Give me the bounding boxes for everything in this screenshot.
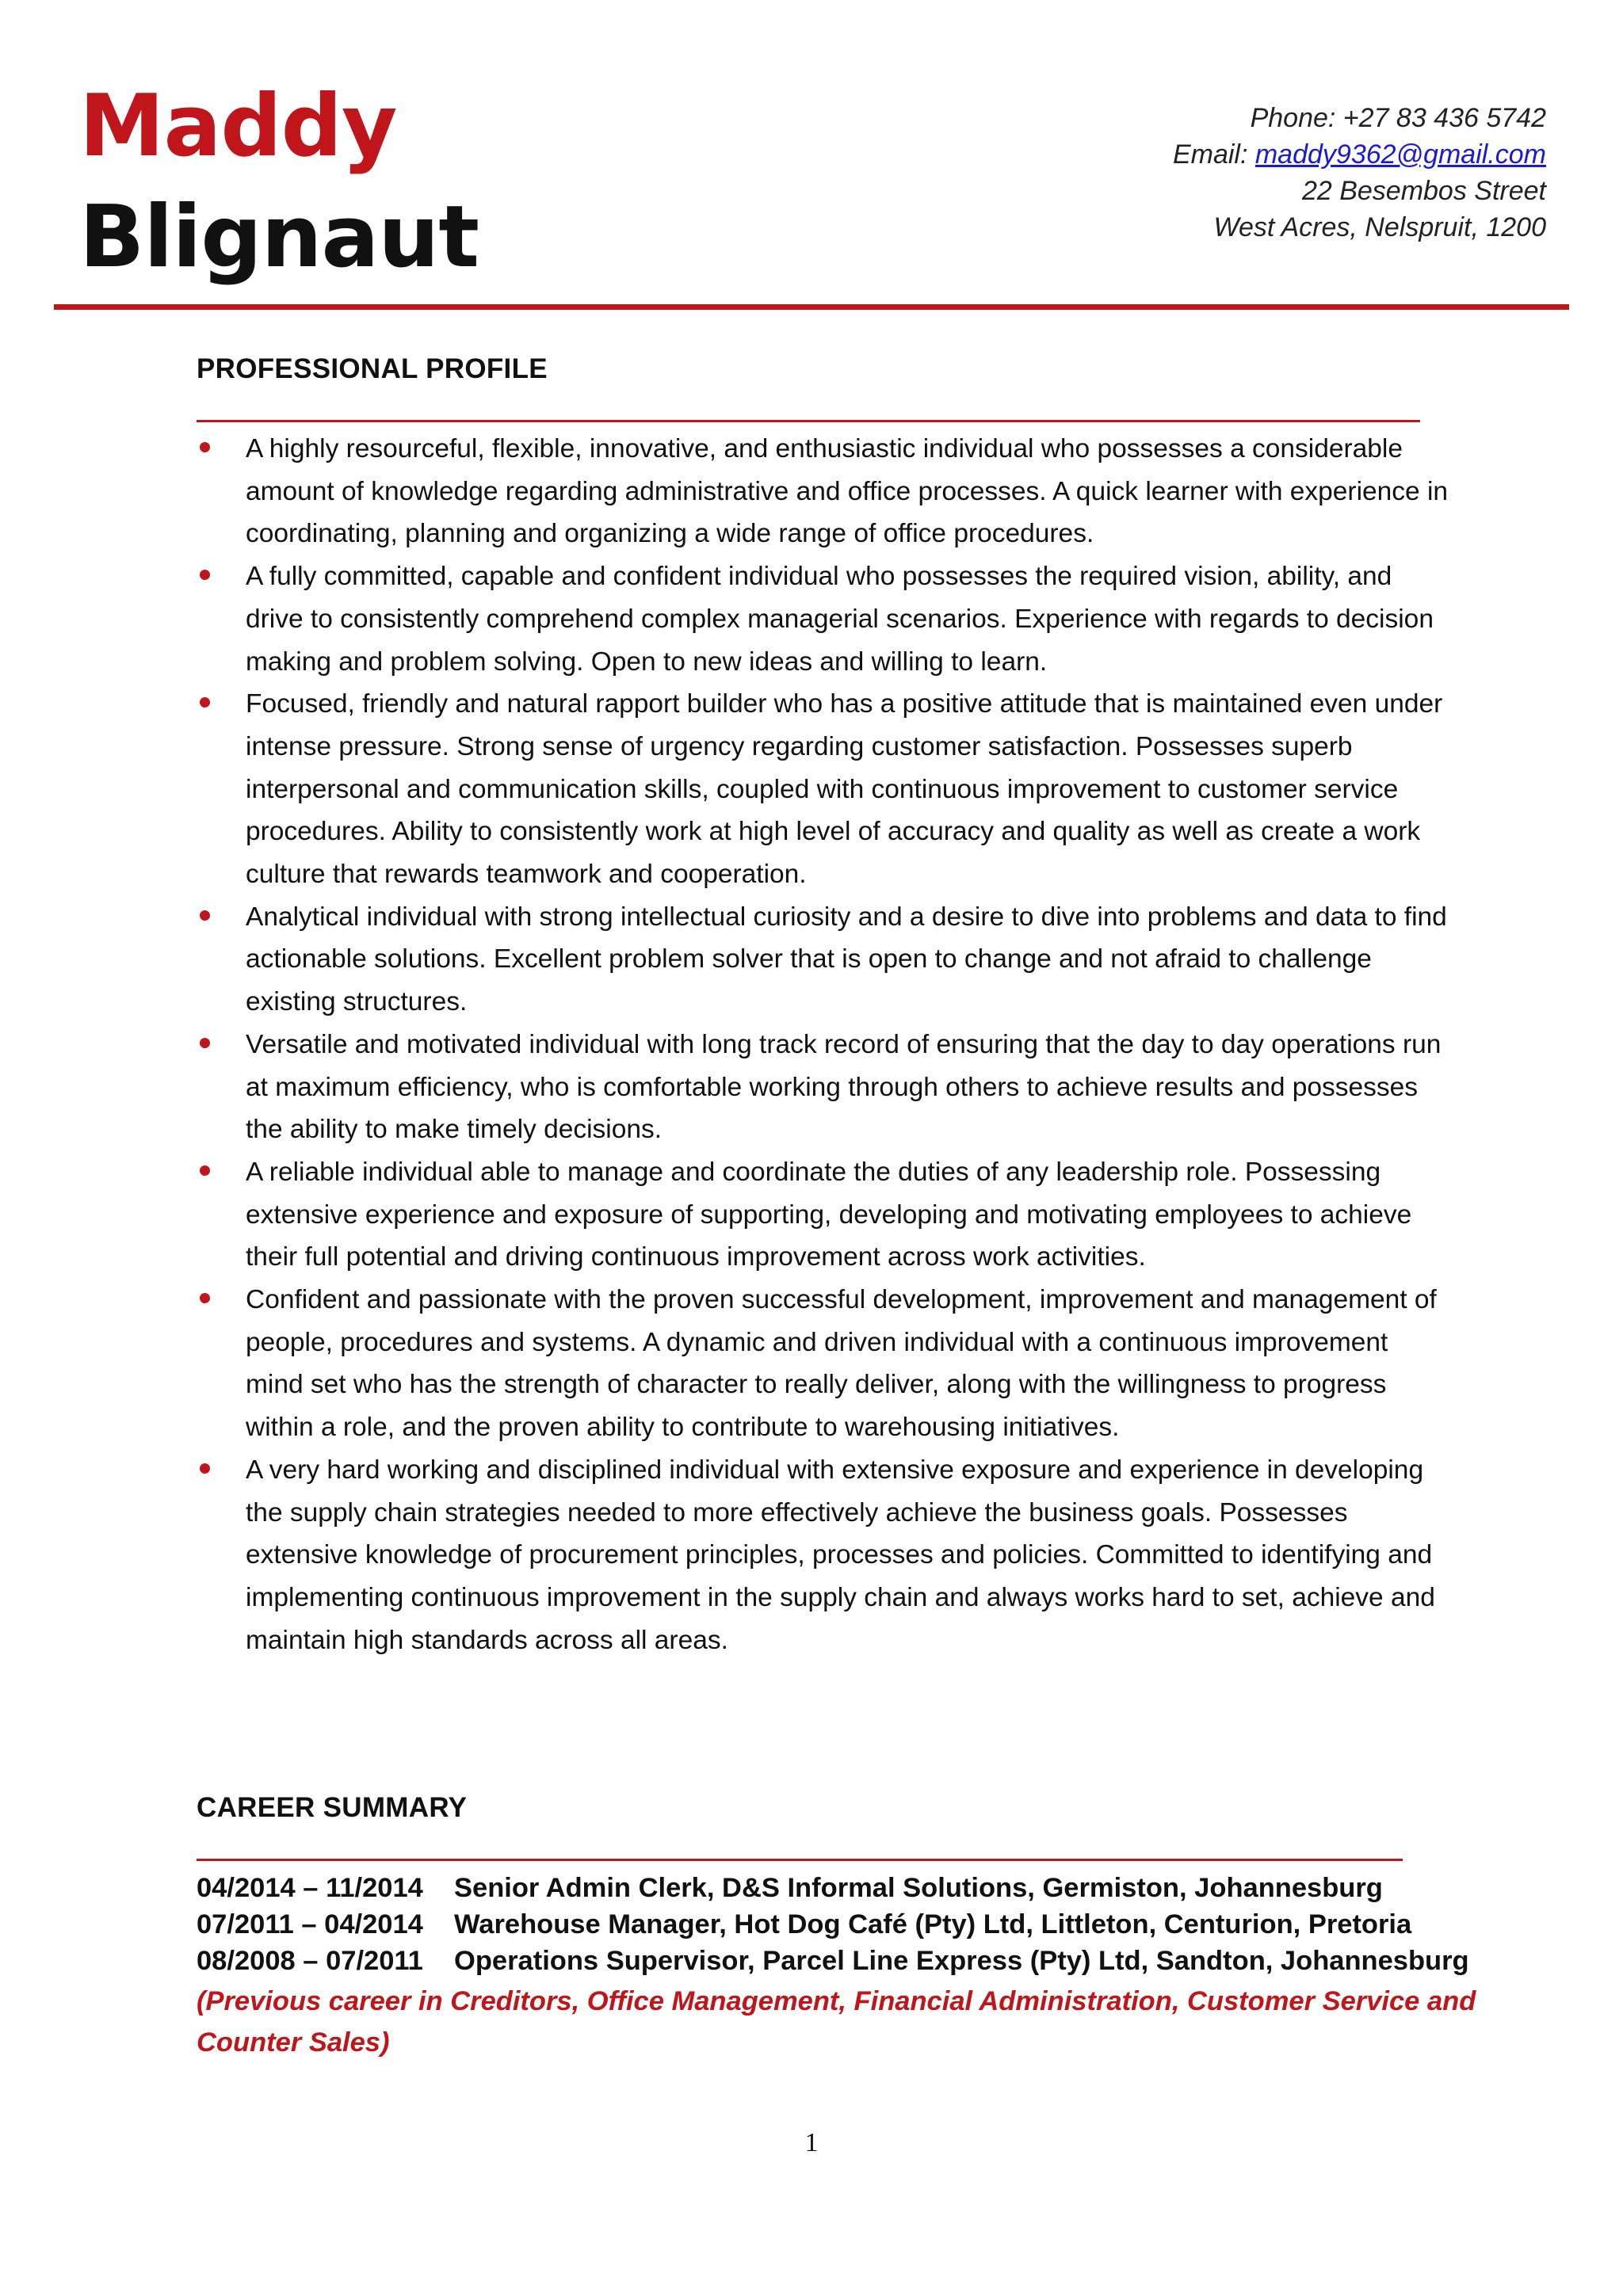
bullet-icon (200, 697, 210, 707)
career-dates: 08/2008 – 07/2011 (197, 1946, 423, 1976)
career-entry (197, 1906, 1480, 1943)
bullet-icon (200, 1038, 210, 1048)
profile-bullet: Confident and passionate with the proven successful development, improvement and management of people, procedures and systems. A dynamic and driven individual with a continuous improvement mind set who has the strength of character to really deliver, along with the willingness to progress within a role, and the proven ability to contribute to warehousing initiatives. (197, 1279, 1449, 1449)
profile-bullet: Analytical individual with strong intellectual curiosity and a desire to dive into problems and data to find actionable solutions. Excellent problem solver that is open to change and not afraid to challenge existing structures. (197, 896, 1449, 1024)
career-summary (197, 1870, 1480, 2063)
email-line (1173, 136, 1546, 173)
career-role: Senior Admin Clerk, D&S Informal Solutions, Germiston, Johannesburg (454, 1873, 1383, 1903)
profile-heading-rule (197, 420, 1420, 422)
previous-career-note: (Previous career in Creditors, Office Management, Financial Administration, Customer Service and Counter Sales) (197, 1986, 1476, 2058)
career-role: Operations Supervisor, Parcel Line Express (Pty) Ltd, Sandton, Johannesburg (454, 1946, 1469, 1976)
career-entry (197, 1943, 1480, 1979)
bullet-icon (200, 910, 210, 921)
header-divider (54, 304, 1569, 310)
profile-bullet: A highly resourceful, flexible, innovative, and enthusiastic individual who possesses a considerable amount of knowledge regarding administrative and office processes. A quick learner with experience in coordinating, planning and organizing a wide range of office procedures. (197, 428, 1449, 555)
career-dates: 07/2011 – 04/2014 (197, 1909, 423, 1939)
bullet-icon (200, 1293, 210, 1303)
contact-block (1173, 100, 1546, 246)
address-line-2: West Acres, Nelspruit, 1200 (1213, 212, 1546, 242)
career-role: Warehouse Manager, Hot Dog Café (Pty) Ltd, Littleton, Centurion, Pretoria (454, 1909, 1412, 1939)
career-entry (197, 1870, 1480, 1906)
first-name: Maddy (79, 77, 397, 176)
profile-bullet: A reliable individual able to manage and coordinate the duties of any leadership role. Possessing extensive experience and exposure of supporting, developing and motivating employees to achieve their full potential and driving continuous improvement across work activities. (197, 1151, 1449, 1279)
bullet-icon (200, 1463, 210, 1474)
profile-heading: PROFESSIONAL PROFILE (197, 353, 548, 384)
address-line-1: 22 Besembos Street (1301, 176, 1546, 206)
career-heading: CAREER SUMMARY (197, 1792, 468, 1823)
profile-bullet: A fully committed, capable and confident individual who possesses the required vision, ability, and drive to consistently comprehend complex managerial scenarios. Experience with regards to decision making and problem solving. Open to new ideas and willing to learn. (197, 555, 1449, 683)
bullet-icon (200, 442, 210, 452)
career-heading-rule (197, 1859, 1403, 1861)
email-link[interactable]: maddy9362@gmail.com (1254, 139, 1546, 170)
bullet-icon (200, 570, 210, 580)
phone-line: Phone: +27 83 436 5742 (1250, 103, 1546, 133)
page-number: 1 (804, 2128, 819, 2157)
profile-bullet: Versatile and motivated individual with long track record of ensuring that the day to day operations run at maximum efficiency, who is comfortable working through others to achieve results and possesses the ability to make timely decisions. (197, 1024, 1449, 1151)
email-label: Email: (1172, 139, 1255, 170)
profile-bullet-list (197, 428, 1449, 1661)
last-name: Blignaut (79, 188, 479, 287)
profile-bullet: A very hard working and disciplined individual with extensive exposure and experience in developing the supply chain strategies needed to more effectively achieve the business goals. Possesses extensive knowledge of procurement principles, processes and policies. Committed to identifying and implementing continuous improvement in the supply chain and always works hard to set, achieve and maintain high standards across all areas. (197, 1449, 1449, 1662)
profile-bullet: Focused, friendly and natural rapport builder who has a positive attitude that is maintained even under intense pressure. Strong sense of urgency regarding customer satisfaction. Possesses superb interpersonal and communication skills, coupled with continuous improvement to customer service procedures. Ability to consistently work at high level of accuracy and quality as well as create a work culture that rewards teamwork and cooperation. (197, 683, 1449, 896)
bullet-icon (200, 1165, 210, 1176)
candidate-name (79, 71, 479, 293)
career-dates: 04/2014 – 11/2014 (197, 1873, 423, 1903)
